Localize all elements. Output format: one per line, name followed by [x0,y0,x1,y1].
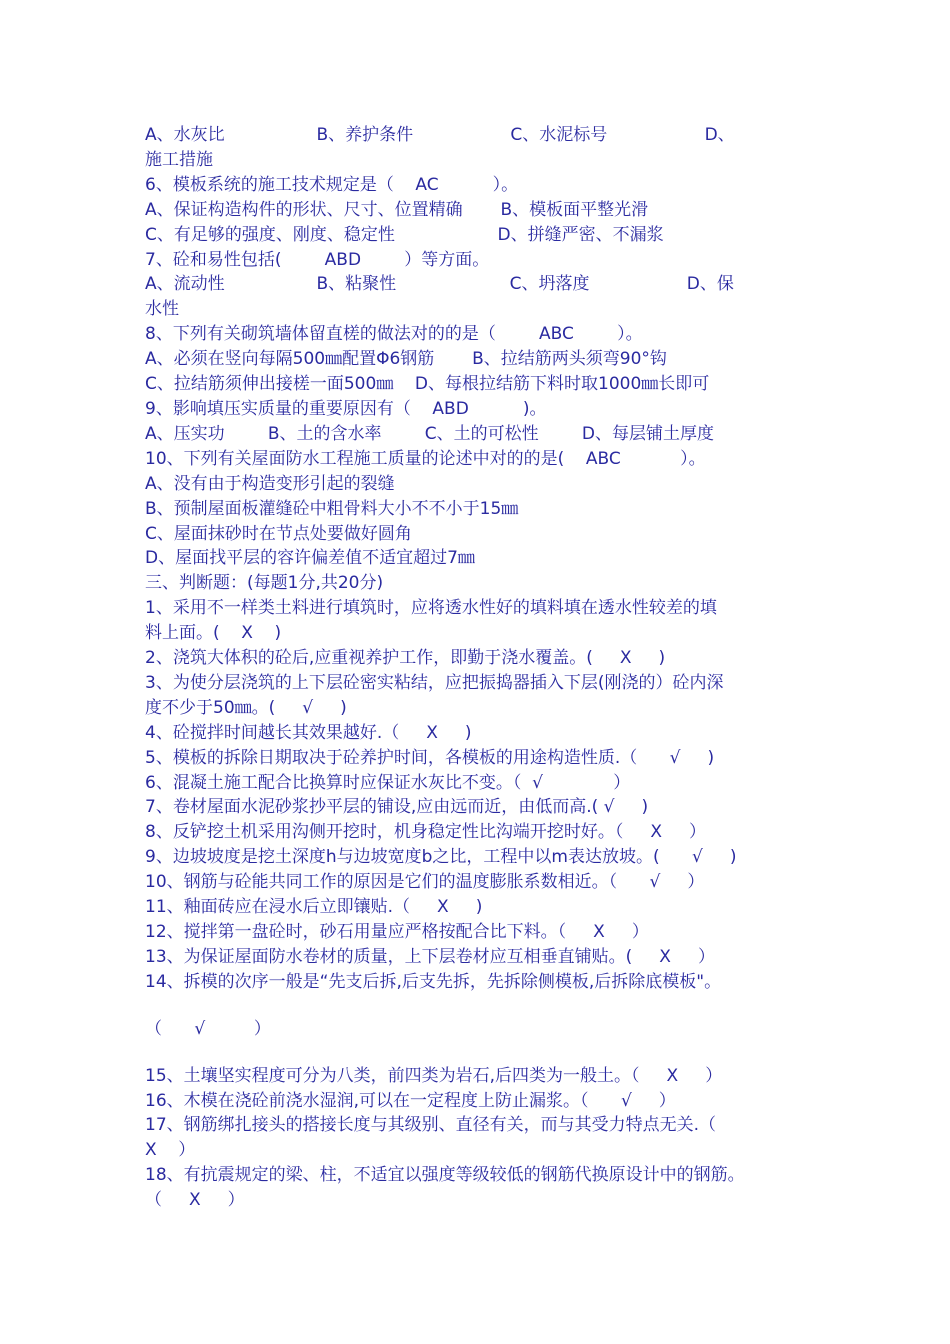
text-line: 9、边坡坡度是挖土深度h与边坡宽度b之比，工程中以m表达放坡。( √ ) [145,847,737,868]
text-line: 4、砼搅拌时间越长其效果越好.（ X ) [145,722,472,743]
text-line: 9、影响填压实质量的重要原因有（ ABD )。 [145,398,547,419]
blank-line [145,995,815,1017]
text-line: D、屋面找平层的容许偏差值不适宜超过7㎜ [145,548,475,569]
text-line: C、有足够的强度、刚度、稳定性 D、拼缝严密、不漏浆 [145,224,664,245]
text-line: A、保证构造构件的形状、尺寸、位置精确 B、模板面平整光滑 [145,199,649,220]
text-line: A、没有由于构造变形引起的裂缝 [145,473,395,494]
section-heading: 三、判断题：(每题1分,共20分) [145,573,384,594]
text-line: （ √ ） [145,1018,271,1039]
text-line: 8、反铲挖土机采用沟侧开挖时，机身稳定性比沟端开挖时好。（ X ） [145,822,706,843]
text-line: C、拉结筋须伸出接槎一面500㎜ D、每根拉结筋下料时取1000㎜长即可 [145,374,710,395]
text-line: 水性 [145,299,179,320]
text-line: A、水灰比 B、养护条件 C、水泥标号 D、 [145,125,735,145]
text-line: 11、釉面砖应在浸水后立即镶贴.（ X ) [145,897,483,918]
text-line: 17、钢筋绑扎接头的搭接长度与其级别、直径有关，而与其受力特点无关.（ [145,1115,717,1136]
text-line: 14、拆模的次序一般是“先支后拆,后支先拆，先拆除侧模板,后拆除底模板"。 [145,971,722,992]
text-line: 5、模板的拆除日期取决于砼养护时间，各模板的用途构造性质.（ √ ) [145,747,715,768]
text-line: A、必须在竖向每隔500㎜配置Φ6钢筋 B、拉结筋两头须弯90°钩 [145,349,667,370]
text-line: 16、木模在浇砼前浇水湿润,可以在一定程度上防止漏浆。（ √ ） [145,1090,676,1111]
text-line: C、屋面抹砂时在节点处要做好圆角 [145,523,412,544]
text-line: 3、为使分层浇筑的上下层砼密实粘结，应把振捣器插入下层(刚浇的）砼内深 [145,672,724,693]
text-line: 10、钢筋与砼能共同工作的原因是它们的温度膨胀系数相近。（ √ ） [145,872,705,893]
text-line: 7、砼和易性包括( ABD ）等方面。 [145,249,490,270]
text-line: 度不少于50㎜。( √ ) [145,697,347,718]
text-line: A、压实功 B、土的含水率 C、土的可松性 D、每层铺土厚度 [145,423,714,444]
text-line: 1、采用不一样类土料进行填筑时，应将透水性好的填料填在透水性较差的填 [145,598,717,619]
text-line: 15、土壤坚实程度可分为八类，前四类为岩石,后四类为一般土。（ X ） [145,1065,723,1086]
text-line: 施工措施 [145,149,213,170]
text-line: 6、混凝土施工配合比换算时应保证水灰比不变。（ √ ） [145,772,631,793]
text-line: 18、有抗震规定的梁、柱，不适宜以强度等级较低的钢筋代换原设计中的钢筋。 [145,1165,745,1186]
text-line: 7、卷材屋面水泥砂浆抄平层的铺设,应由远而近，由低而高.( √ ) [145,797,649,818]
text-line: 10、下列有关屋面防水工程施工质量的论述中对的的是( ABC ）。 [145,448,706,469]
text-line: 6、模板系统的施工技术规定是（ AC ）。 [145,174,519,195]
text-line: 料上面。( X ) [145,623,282,644]
text-line: （ X ） [145,1190,245,1211]
text-line: B、预制屋面板灌缝砼中粗骨料大小不不小于15㎜ [145,498,519,519]
document-page [145,123,815,1213]
text-line: 8、下列有关砌筑墙体留直槎的做法对的的是（ ABC ）。 [145,324,643,345]
text-line: 12、搅拌第一盘砼时，砂石用量应严格按配合比下料。（ X ） [145,922,649,942]
text-line: 2、浇筑大体积的砼后,应重视养护工作，即勤于浇水覆盖。( X ) [145,648,666,669]
text-line: 13、为保证屋面防水卷材的质量，上下层卷材应互相垂直铺贴。( X ） [145,946,715,967]
text-line: A、流动性 B、粘聚性 C、坍落度 D、保 [145,274,734,295]
blank-line [145,1042,815,1064]
text-line: X ） [145,1140,196,1161]
